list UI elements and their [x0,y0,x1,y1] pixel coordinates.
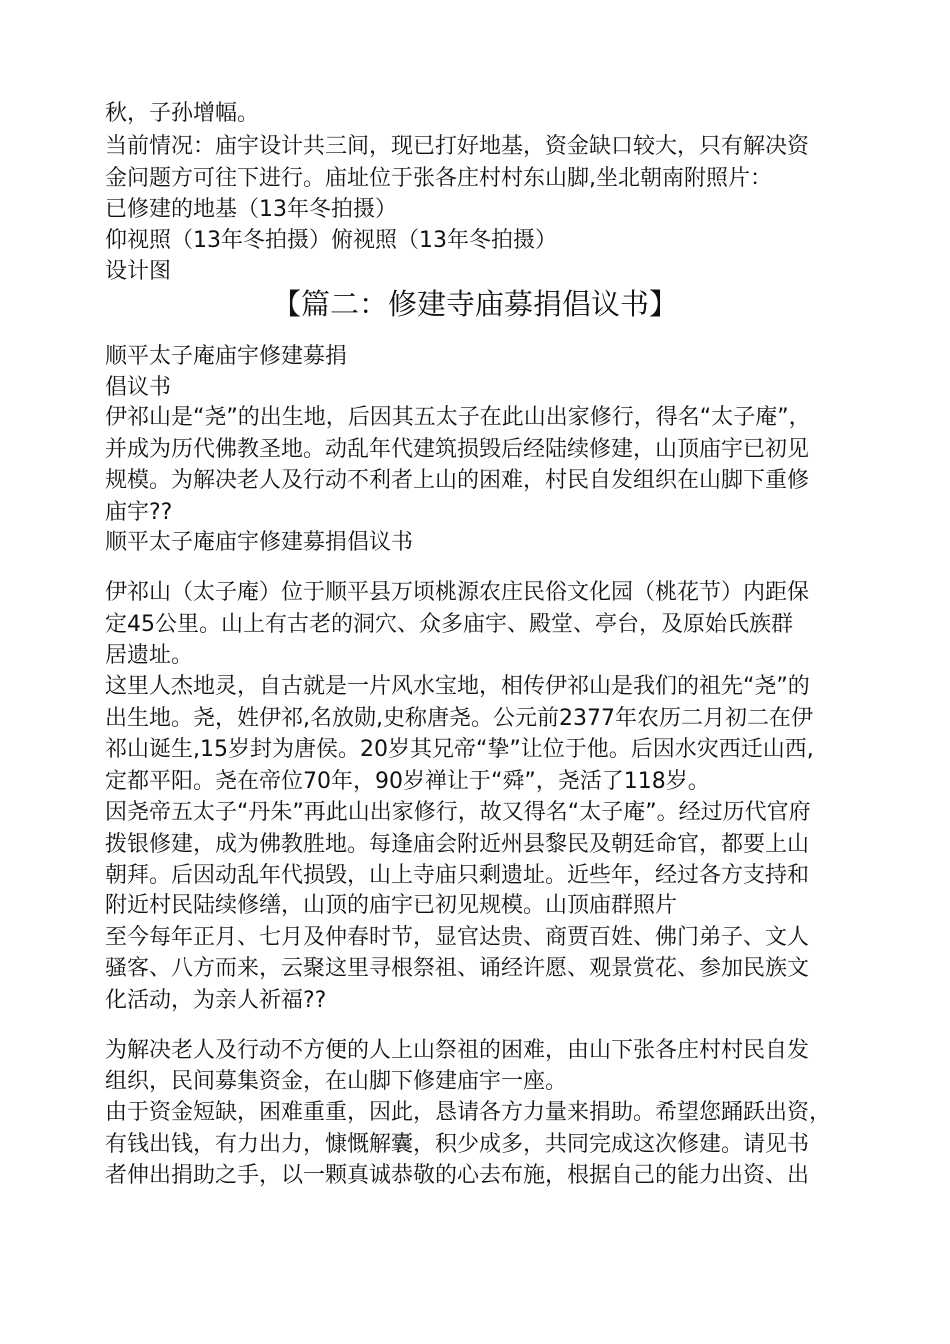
paragraph-line: 至今每年正月、七月及仲春时节，显官达贵、商贾百姓、佛门弟子、文人 [105,925,810,950]
paragraph-line: 已修建的地基（13年冬拍摄） [105,197,397,222]
paragraph-line: 附近村民陆续修缮，山顶的庙宇已初见规模。山顶庙群照片 [105,893,678,918]
paragraph-line: 仰视照（13年冬拍摄）俯视照（13年冬拍摄） [105,228,557,253]
paragraph-line: 规模。为解决老人及行动不利者上山的困难，村民自发组织在山脚下重修 [105,468,810,493]
paragraph-line: 组织，民间募集资金，在山脚下修建庙宇一座。 [105,1069,568,1094]
paragraph-line: 倡议书 [105,375,172,400]
section-heading: 【篇二：修建寺庙募捐倡议书】 [271,287,678,321]
paragraph-line: 并成为历代佛教圣地。动乱年代建筑损毁后经陆续修建，山顶庙宇已初见 [105,437,810,462]
paragraph-line: 庙宇?? [105,500,173,525]
paragraph-line: 有钱出钱，有力出力，慷慨解囊，积少成多，共同完成这次修建。请见书 [105,1132,810,1157]
paragraph-line: 伊祁山是“尧”的出生地，后因其五太子在此山出家修行，得名“太子庵”， [105,405,811,430]
paragraph-line: 这里人杰地灵，自古就是一片风水宝地，相传伊祁山是我们的祖先“尧”的 [105,674,810,699]
paragraph-line: 拨银修建，成为佛教胜地。每逢庙会附近州县黎民及朝廷命官，都要上山 [105,832,810,857]
paragraph-line: 祁山诞生,15岁封为唐侯。20岁其兄帝“挚”让位于他。后因水灾西迁山西, [105,737,814,762]
paragraph-line: 伊祁山（太子庵）位于顺平县万顷桃源农庄民俗文化园（桃花节）内距保 [105,580,810,605]
paragraph-line: 定都平阳。尧在帝位70年，90岁禅让于“舜”，尧活了118岁。 [105,769,710,794]
paragraph-line: 秋，子孙增幅。 [105,101,260,126]
paragraph-line: 骚客、八方而来，云聚这里寻根祭祖、诵经许愿、观景赏花、参加民族文 [105,956,810,981]
paragraph-line: 出生地。尧，姓伊祁,名放勋,史称唐尧。公元前2377年农历二月初二在伊 [105,706,813,731]
paragraph-line: 顺平太子庵庙宇修建募捐 [105,344,348,369]
paragraph-line: 为解决老人及行动不方便的人上山祭祖的困难，由山下张各庄村村民自发 [105,1038,810,1063]
paragraph-line: 当前情况：庙宇设计共三间，现已打好地基，资金缺口较大，只有解决资 [105,134,810,159]
paragraph-line: 设计图 [105,259,172,284]
paragraph-line: 者伸出捐助之手，以一颗真诚恭敬的心去布施，根据自己的能力出资、出 [105,1163,810,1188]
paragraph-line: 定45公里。山上有古老的洞穴、众多庙宇、殿堂、亭台，及原始氏族群 [105,612,793,637]
paragraph-line: 化活动，为亲人祈福?? [105,988,327,1013]
paragraph-line: 金问题方可往下进行。庙址位于张各庄村村东山脚,坐北朝南附照片： [105,166,772,191]
paragraph-line: 因尧帝五太子“丹朱”再此山出家修行，故又得名“太子庵”。经过历代官府 [105,800,811,825]
paragraph-line: 顺平太子庵庙宇修建募捐倡议书 [105,530,414,555]
paragraph-line: 朝拜。后因动乱年代损毁，山上寺庙只剩遗址。近些年，经过各方支持和 [105,863,810,888]
paragraph-line: 居遗址。 [105,643,194,668]
paragraph-line: 由于资金短缺，困难重重，因此，恳请各方力量来捐助。希望您踊跃出资， [105,1100,832,1125]
